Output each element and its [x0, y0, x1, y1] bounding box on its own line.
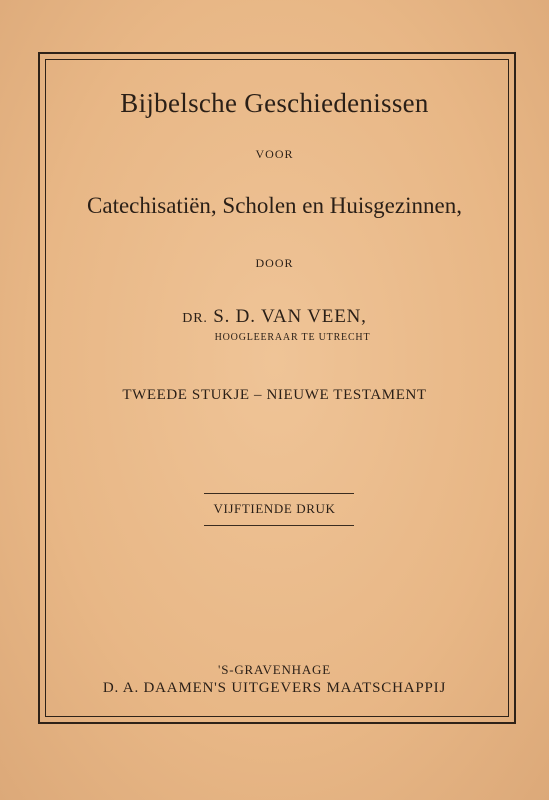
book-title: Bijbelsche Geschiedenissen [120, 88, 429, 118]
author-prefix: DR. [182, 311, 208, 326]
door-label: DOOR [255, 256, 294, 270]
edition-rule-bottom [204, 525, 354, 526]
part-title: TWEEDE STUKJE – NIEUWE TESTAMENT [122, 387, 427, 403]
edition-label: VIJFTIENDE DRUK [213, 501, 336, 516]
publisher-place: 'S-GRAVENHAGE [218, 662, 331, 677]
author-name: S. D. VAN VEEN, [213, 306, 367, 327]
edition-rule-top [204, 493, 354, 494]
voor-label: VOOR [255, 147, 294, 161]
author-line [0, 306, 549, 328]
publisher-name: D. A. DAAMEN'S UITGEVERS MAATSCHAPPIJ [102, 680, 447, 696]
book-subtitle: Catechisatiën, Scholen en Huisgezinnen, [87, 193, 462, 218]
author-affiliation: HOOGLEERAAR TE UTRECHT [214, 332, 371, 343]
